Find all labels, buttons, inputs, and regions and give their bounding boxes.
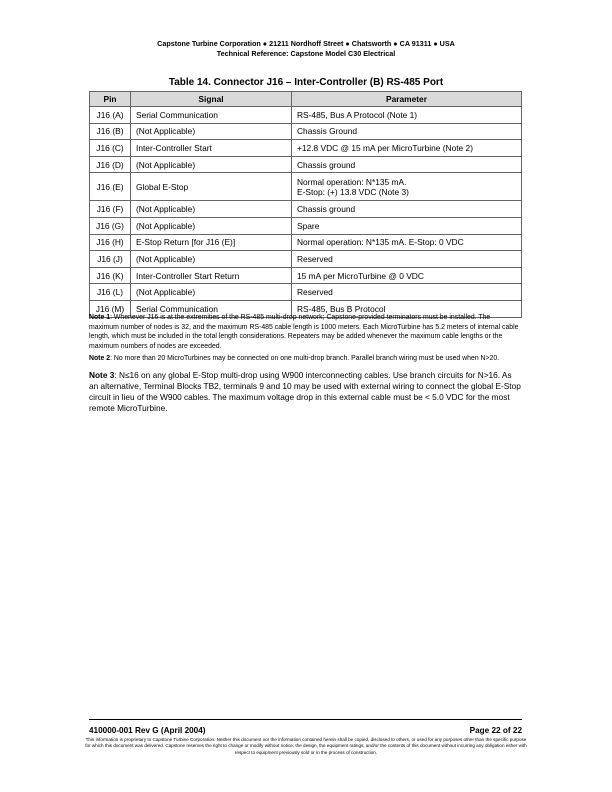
note-1 xyxy=(89,313,522,351)
table-row xyxy=(90,234,522,251)
header-company-line: Capstone Turbine Corporation ● 21211 Nordhoff Street ● Chatsworth ● CA 91311 ● USA xyxy=(157,39,455,48)
table-row xyxy=(90,267,522,284)
pin-cell: J16 (C) xyxy=(90,140,131,157)
table-row xyxy=(90,217,522,234)
table-row xyxy=(90,251,522,268)
pin-cell: J16 (K) xyxy=(90,267,131,284)
pin-cell: J16 (A) xyxy=(90,107,131,124)
note-text: : N≤16 on any global E-Stop multi-drop using W900 interconnecting cables. Use branch circuits for N>16. As an alternative, Terminal Blocks TB2, terminals 9 and 10 may be used with external wiring to connect the global E-Stop circuit in lieu of the W900 cables. The maximum voltage drop in this external cable must be < 5.0 VDC for the most remote MicroTurbine. xyxy=(89,369,521,413)
signal-cell: (Not Applicable) xyxy=(131,156,292,173)
note-text: : No more than 20 MicroTurbines may be connected on one multi-drop branch. Parallel branch wiring must be used when N>20. xyxy=(110,355,500,363)
table-row xyxy=(90,173,522,201)
table-row xyxy=(90,156,522,173)
parameter-cell: RS-485, Bus A Protocol (Note 1) xyxy=(292,107,522,124)
pin-cell: J16 (L) xyxy=(90,284,131,301)
table-row xyxy=(90,123,522,140)
parameter-cell: Chassis Ground xyxy=(292,123,522,140)
connector-table xyxy=(89,91,522,318)
table-title: Table 14. Connector J16 – Inter-Controller (B) RS-485 Port xyxy=(168,77,444,88)
pin-cell: J16 (B) xyxy=(90,123,131,140)
parameter-cell: Chassis ground xyxy=(292,156,522,173)
note-2 xyxy=(89,354,522,364)
parameter-cell: 15 mA per MicroTurbine @ 0 VDC xyxy=(292,267,522,284)
signal-cell: (Not Applicable) xyxy=(131,123,292,140)
parameter-line: Normal operation: N*135 mA. xyxy=(297,176,407,187)
column-header-signal: Signal xyxy=(131,92,292,107)
signal-cell: Global E-Stop xyxy=(131,173,292,201)
pin-cell: J16 (M) xyxy=(90,300,131,317)
column-header-parameter: Parameter xyxy=(292,92,522,107)
table-row xyxy=(90,107,522,124)
note-3 xyxy=(89,370,522,414)
parameter-cell xyxy=(292,173,522,201)
parameter-cell: +12.8 VDC @ 15 mA per MicroTurbine (Note 2) xyxy=(292,140,522,157)
footer-disclaimer: This information is proprietary to Capstone Turbine Corporation. Neither this document nor the information contained herein shall be copied, disclosed to others, or used for any purposes other than the specific purpose for which this document was delivered. Capstone reserves the right to change or modify without notice, the design, the equipment ratings, and/or the contents of this document without incurring any obligation either with respect to equipment previously sold or in the process of construction. xyxy=(85,737,527,755)
footer-doc-id: 410000-001 Rev G (April 2004) xyxy=(89,726,206,735)
pin-cell: J16 (G) xyxy=(90,217,131,234)
signal-cell: Inter-Controller Start xyxy=(131,140,292,157)
parameter-cell: Reserved xyxy=(292,251,522,268)
parameter-cell: RS-485, Bus B Protocol xyxy=(292,300,522,317)
table-header-row xyxy=(90,92,522,107)
signal-cell: Serial Communication xyxy=(131,300,292,317)
table-row xyxy=(90,140,522,157)
parameter-cell: Reserved xyxy=(292,284,522,301)
signal-cell: (Not Applicable) xyxy=(131,251,292,268)
parameter-cell: Normal operation: N*135 mA. E-Stop: 0 VDC xyxy=(292,234,522,251)
signal-cell: Serial Communication xyxy=(131,107,292,124)
note-label: Note 3 xyxy=(89,369,115,380)
pin-cell: J16 (J) xyxy=(90,251,131,268)
signal-cell: Inter-Controller Start Return xyxy=(131,267,292,284)
column-header-pin: Pin xyxy=(90,92,131,107)
pin-cell: J16 (D) xyxy=(90,156,131,173)
parameter-cell: Spare xyxy=(292,217,522,234)
note-label: Note 2 xyxy=(89,355,111,363)
header-reference-line: Technical Reference: Capstone Model C30 Electrical xyxy=(216,48,396,58)
pin-cell: J16 (E) xyxy=(90,173,131,201)
note-text: : Whenever J16 is at the extremities of the RS-485 multi-drop network; Capstone-provided terminators must be installed. The maximum number of nodes is 32, and the maximum RS-485 cable length is 1000 meters. Each MicroTurbine has 5.2 meters of internal cable length, which must be included in the total length considerations. Repeaters may be added whenever the maximum cable lengths or the maximum numbers of nodes are exceeded. xyxy=(89,314,519,350)
signal-cell: (Not Applicable) xyxy=(131,284,292,301)
page-header xyxy=(0,39,612,58)
parameter-line: E-Stop: (+) 13.8 VDC (Note 3) xyxy=(297,186,409,197)
notes-section xyxy=(89,313,522,417)
signal-cell: (Not Applicable) xyxy=(131,201,292,218)
table-row xyxy=(90,284,522,301)
footer-page-number: Page 22 of 22 xyxy=(469,726,522,735)
note-label: Note 1 xyxy=(89,314,111,321)
table-row xyxy=(90,201,522,218)
footer-divider xyxy=(89,719,522,720)
signal-cell: E-Stop Return [for J16 (E)] xyxy=(131,234,292,251)
pin-cell: J16 (F) xyxy=(90,201,131,218)
signal-cell: (Not Applicable) xyxy=(131,217,292,234)
parameter-cell: Chassis ground xyxy=(292,201,522,218)
pin-cell: J16 (H) xyxy=(90,234,131,251)
